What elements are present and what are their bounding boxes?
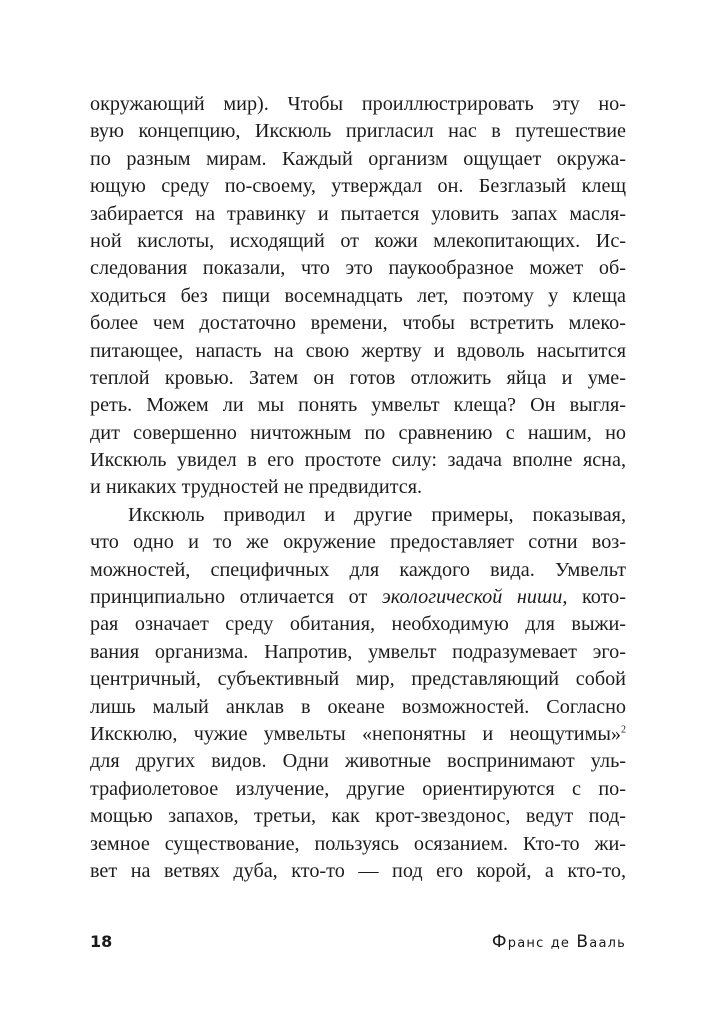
text-line: по разным мирам. Каждый организм ощущает окружа-: [90, 147, 626, 170]
author-middle: де: [550, 936, 571, 951]
text-line: мощью запахов, третьи, как крот-звездонос, ведут под-: [90, 805, 626, 828]
author-last-rest: ааль: [589, 936, 626, 951]
text-line: трафиолетовое излучение, другие ориентируются с по-: [90, 777, 626, 800]
text-line: окружающий мир). Чтобы проиллюстрировать эту но-: [90, 93, 626, 115]
text-line: можностей, специфичных для каждого вида. Умвельт: [90, 558, 626, 581]
text-line: ной кислоты, исходящий от кожи млекопитающих. Ис-: [90, 229, 626, 252]
text-line: вет на ветвях дуба, кто-то — под его корой, а кто-то,: [90, 859, 626, 882]
text-line-paragraph-start: Икскюль приводил и другие примеры, показывая,: [128, 503, 626, 526]
text-segment: Икскюлю, чужие умвельты «непонятны и неощутимы»: [90, 722, 621, 745]
text-line: забирается на травинку и пытается уловить запах масля-: [90, 202, 626, 225]
text-line: земное существование, пользуясь осязанием. Кто-то жи-: [90, 832, 626, 855]
body-text: [90, 91, 626, 885]
running-head-author: [492, 932, 626, 952]
italic-term: экологической ниши: [381, 586, 563, 609]
text-line: центричный, субъективный мир, представляющий собой: [90, 668, 626, 691]
text-line: питающее, напасть на свою жертву и вдоволь насытится: [90, 339, 626, 362]
text-line: для других видов. Одни животные воспринимают уль-: [90, 750, 626, 773]
page-footer: [90, 932, 626, 956]
text-line: следования показали, что это паукообразное может об-: [90, 257, 626, 280]
text-segment: , кото-: [562, 586, 626, 609]
text-line-with-footnote: [90, 721, 626, 748]
text-line-paragraph-end: и никаких трудностей не предвидится.: [90, 476, 423, 499]
text-line: реть. Можем ли мы понять умвельт клеща? Он выгля-: [90, 394, 626, 417]
text-line: ющую среду по-своему, утверждал он. Безглазый клещ: [90, 175, 626, 198]
text-line: ходиться без пищи восемнадцать лет, поэтому у клеща: [90, 284, 626, 307]
author-first-initial: Ф: [491, 932, 508, 952]
text-line-with-italic: [90, 584, 626, 611]
page-number: 18: [90, 932, 113, 951]
text-line: дит совершенно ничтожным по сравнению с нашим, но: [90, 421, 626, 444]
text-line: лишь малый анклав в океане возможностей. Согласно: [90, 695, 626, 718]
author-last-initial: В: [576, 932, 590, 952]
text-line: Икскюль увидел в его простоте силу: задача вполне ясна,: [90, 449, 626, 472]
text-line: рая означает среду обитания, необходимую для выжи-: [90, 613, 626, 636]
text-line: более чем достаточно времени, чтобы встретить млеко-: [90, 312, 626, 335]
text-line: вания организма. Напротив, умвельт подразумевает эго-: [90, 640, 626, 663]
text-line: теплой кровью. Затем он готов отложить яйца и уме-: [90, 366, 626, 389]
text-line: вую концепцию, Икскюль пригласил нас в путешествие: [90, 120, 626, 143]
text-segment: принципиально отличается от: [90, 586, 382, 609]
footnote-ref[interactable]: 2: [621, 724, 626, 736]
author-first-rest: ранс: [507, 936, 545, 951]
text-line: что одно и то же окружение предоставляет сотни воз-: [90, 531, 626, 554]
